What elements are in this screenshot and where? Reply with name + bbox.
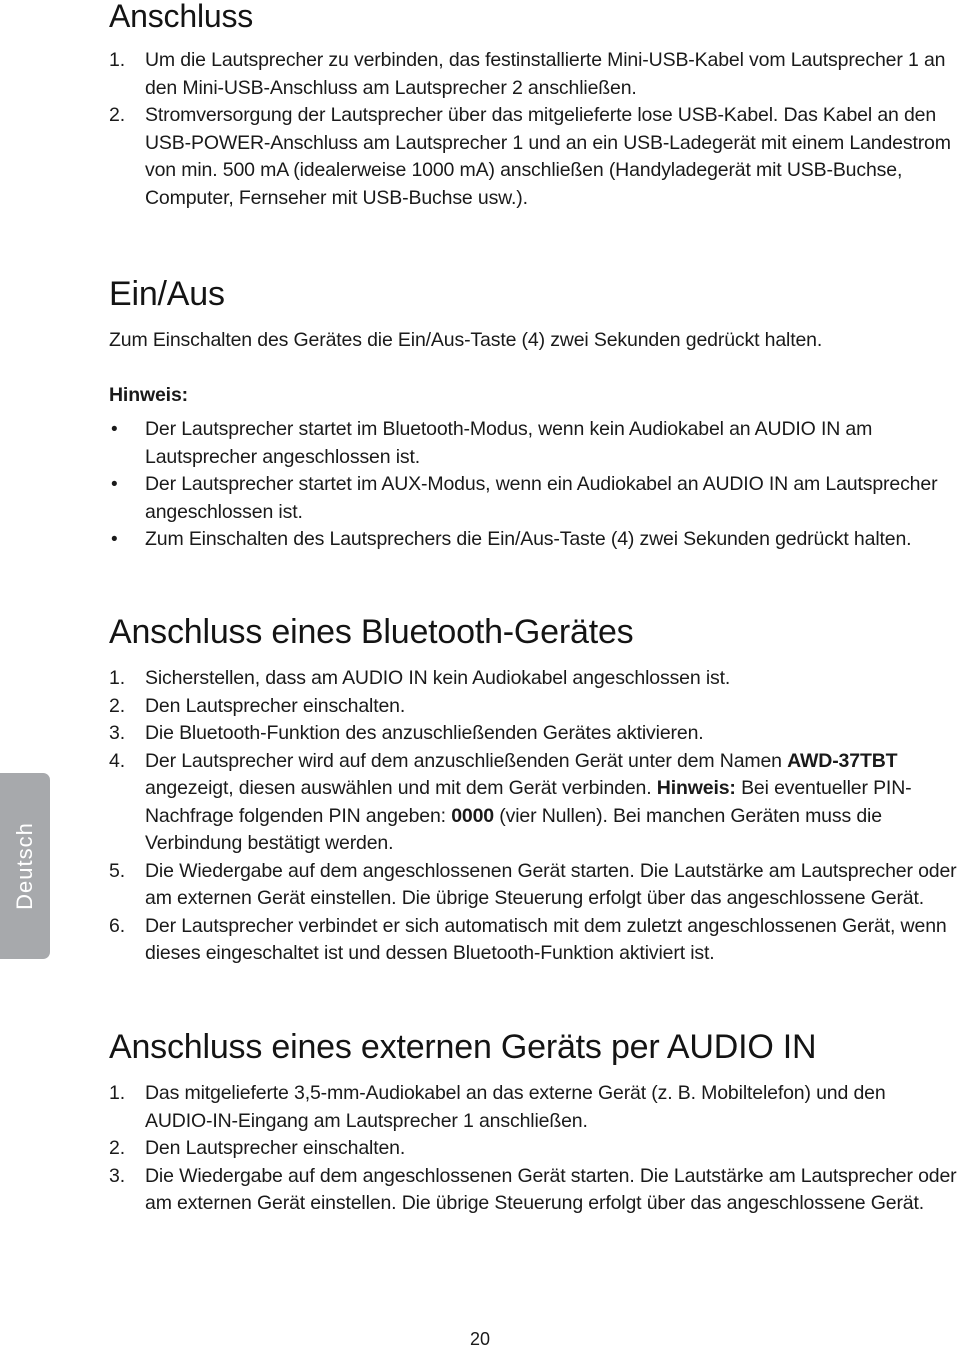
anschluss-steps	[109, 47, 957, 212]
bullet-text: Zum Einschalten des Lautsprechers die Ein/Aus-Taste (4) zwei Sekunden gedrückt halten.	[145, 528, 912, 550]
step-number: 2.	[109, 104, 125, 126]
bullet-icon: •	[111, 419, 118, 440]
list-item	[109, 1135, 957, 1163]
step-number: 1.	[109, 667, 125, 689]
hint-label: Hinweis:	[656, 777, 736, 799]
list-item	[109, 693, 957, 721]
bluetooth-steps	[109, 665, 957, 968]
step-number: 2.	[109, 1137, 125, 1159]
step-text: (vier Nullen). Bei manchen Geräten muss die Verbindung bestätigt werden.	[145, 804, 882, 854]
list-item	[109, 416, 957, 471]
list-item	[109, 858, 957, 913]
step-number: 1.	[109, 1082, 125, 1104]
bullet-icon: •	[111, 474, 118, 495]
step-text: Sicherstellen, dass am AUDIO IN kein Audiokabel angeschlossen ist.	[145, 667, 731, 689]
hint-heading: Hinweis:	[109, 384, 188, 406]
step-number: 3.	[109, 722, 125, 744]
ein-aus-text: Zum Einschalten des Gerätes die Ein/Aus-Taste (4) zwei Sekunden gedrückt halten.	[109, 329, 823, 351]
section-title-ein-aus: Ein/Aus	[109, 275, 225, 313]
step-number: 6.	[109, 914, 125, 937]
step-text: Bei eventueller PIN-Nachfrage folgenden PIN angeben:	[145, 777, 912, 827]
bullet-text: Der Lautsprecher startet im AUX-Modus, wenn ein Audiokabel an AUDIO IN am Lautsprecher angeschlossen ist.	[145, 473, 938, 523]
step-text: Der Lautsprecher wird auf dem anzuschließenden Gerät unter dem Namen	[145, 749, 782, 772]
pin-code: 0000	[451, 804, 494, 827]
hint-bullets	[109, 416, 957, 554]
audio-in-steps	[109, 1080, 957, 1218]
step-text: Den Lautsprecher einschalten.	[145, 694, 406, 717]
list-item	[109, 748, 957, 858]
step-number: 4.	[109, 749, 125, 772]
list-item	[109, 665, 957, 693]
section-title-bluetooth: Anschluss eines Bluetooth-Gerätes	[109, 613, 634, 651]
step-number: 1.	[109, 49, 125, 71]
step-text: Der Lautsprecher verbindet er sich automatisch mit dem zuletzt angeschlossenen Gerät, wenn dieses eingeschaltet ist und dessen Bluetooth-Funktion aktiviert ist.	[145, 914, 947, 964]
step-number: 3.	[109, 1164, 125, 1187]
device-name: AWD-37TBT	[787, 749, 898, 772]
step-number: 2.	[109, 694, 125, 717]
list-item	[109, 1080, 957, 1135]
section-title-audio-in: Anschluss eines externen Geräts per AUDIO IN	[109, 1028, 817, 1066]
section-title-anschluss: Anschluss	[109, 0, 254, 34]
bullet-icon: •	[111, 529, 118, 550]
bullet-text: Der Lautsprecher startet im Bluetooth-Modus, wenn kein Audiokabel an AUDIO IN am Lautsprecher angeschlossen ist.	[145, 418, 873, 468]
language-tab-label: Deutsch	[12, 822, 37, 910]
step-text: Stromversorgung der Lautsprecher über das mitgelieferte lose USB-Kabel. Das Kabel an den USB-POWER-Anschluss am Lautsprecher 1 und an ein USB-Ladegerät mit einem Landestrom von min. 500 mA (idealerweise 1000 mA) anschließen (Handyladegerät mit USB-Buchse, Computer, Fernseher mit USB-Buchse usw.).	[145, 104, 951, 209]
step-text: Den Lautsprecher einschalten.	[145, 1137, 406, 1159]
language-side-tab	[0, 773, 50, 959]
list-item	[109, 720, 957, 748]
step-text: Die Wiedergabe auf dem angeschlossenen Gerät starten. Die Lautstärke am Lautsprecher oder am externen Gerät einstellen. Die übrige Steuerung erfolgt über das angeschlossene Gerät.	[145, 1164, 957, 1214]
step-text: Das mitgelieferte 3,5-mm-Audiokabel an das externe Gerät (z. B. Mobiltelefon) und den AUDIO-IN-Eingang am Lautsprecher 1 anschließen.	[145, 1082, 886, 1132]
step-text: angezeigt, diesen auswählen und mit dem Gerät verbinden.	[145, 777, 652, 799]
step-number: 5.	[109, 859, 125, 882]
step-text: Um die Lautsprecher zu verbinden, das festinstallierte Mini-USB-Kabel vom Lautsprecher 1 an den Mini-USB-Anschluss am Lautsprecher 2 anschließen.	[145, 49, 946, 99]
list-item	[109, 471, 957, 526]
step-text: Die Wiedergabe auf dem angeschlossenen Gerät starten. Die Lautstärke am Lautsprecher oder am externen Gerät einstellen. Die übrige Steuerung erfolgt über das angeschlossene Gerät.	[145, 859, 957, 909]
step-text: Die Bluetooth-Funktion des anzuschließenden Gerätes aktivieren.	[145, 722, 704, 744]
list-item	[109, 913, 957, 968]
page-number: 20	[469, 1329, 491, 1349]
list-item	[109, 102, 957, 212]
list-item	[109, 47, 957, 102]
list-item	[109, 1163, 957, 1218]
list-item	[109, 526, 957, 554]
